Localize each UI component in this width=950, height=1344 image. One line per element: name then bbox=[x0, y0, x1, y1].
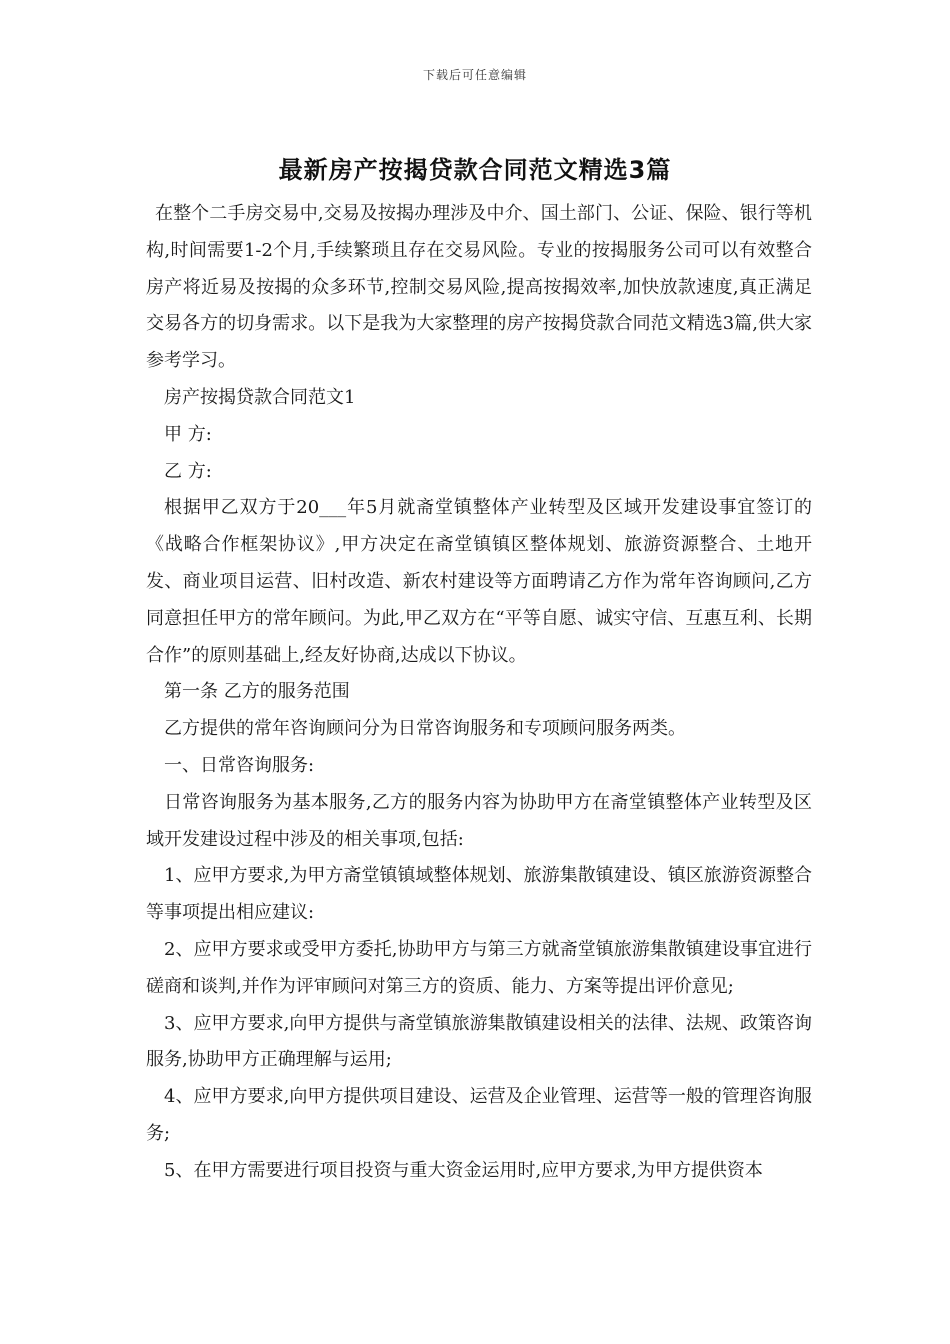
list-item: 3、应甲方要求,向甲方提供与斋堂镇旅游集散镇建设相关的法律、法规、政策咨询服务,协助甲方正确理解与运用; bbox=[146, 1012, 812, 1071]
document-body bbox=[146, 196, 812, 1190]
section-heading: 房产按揭贷款合同范文1 bbox=[164, 386, 356, 408]
intro-paragraph: 在整个二手房交易中,交易及按揭办理涉及中介、国土部门、公证、保险、银行等机构,时间需要1-2个月,手续繁琐且存在交易风险。专业的按揭服务公司可以有效整合房产将近易及按揭的众多环节,控制交易风险,提高按揭效率,加快放款速度,真正满足交易各方的切身需求。以下是我为大家整理的房产按揭贷款合同范文精选3篇,供大家参考学习。 bbox=[146, 203, 812, 372]
party-a-line: 甲 方: bbox=[164, 423, 212, 445]
daily-service-paragraph: 日常咨询服务为基本服务,乙方的服务内容为协助甲方在斋堂镇整体产业转型及区域开发建设过程中涉及的相关事项,包括: bbox=[146, 791, 812, 850]
preamble-paragraph: 根据甲乙双方于20___年5月就斋堂镇整体产业转型及区域开发建设事宜签订的《战略合作框架协议》,甲方决定在斋堂镇镇区整体规划、旅游资源整合、土地开发、商业项目运营、旧村改造、新农村建设等方面聘请乙方作为常年咨询顾问,乙方同意担任甲方的常年顾问。为此,甲乙双方在“平等自愿、诚实守信、互惠互利、长期合作”的原则基础上,经友好协商,达成以下协议。 bbox=[146, 497, 812, 666]
header-note: 下载后可任意编辑 bbox=[422, 68, 527, 82]
service-types-paragraph: 乙方提供的常年咨询顾问分为日常咨询服务和专项顾问服务两类。 bbox=[164, 718, 686, 740]
subsection-heading: 一、日常咨询服务: bbox=[164, 754, 315, 776]
article-heading: 第一条 乙方的服务范围 bbox=[164, 681, 350, 703]
list-item: 1、应甲方要求,为甲方斋堂镇镇域整体规划、旅游集散镇建设、镇区旅游资源整合等事项提出相应建议: bbox=[146, 865, 812, 924]
list-item: 2、应甲方要求或受甲方委托,协助甲方与第三方就斋堂镇旅游集散镇建设事宜进行磋商和谈判,并作为评审顾问对第三方的资质、能力、方案等提出评价意见; bbox=[146, 938, 812, 997]
list-item: 5、在甲方需要进行项目投资与重大资金运用时,应甲方要求,为甲方提供资本 bbox=[164, 1159, 763, 1181]
list-item: 4、应甲方要求,向甲方提供项目建设、运营及企业管理、运营等一般的管理咨询服务; bbox=[146, 1086, 812, 1144]
party-b-line: 乙 方: bbox=[164, 460, 212, 482]
document-title: 最新房产按揭贷款合同范文精选3篇 bbox=[278, 156, 672, 184]
